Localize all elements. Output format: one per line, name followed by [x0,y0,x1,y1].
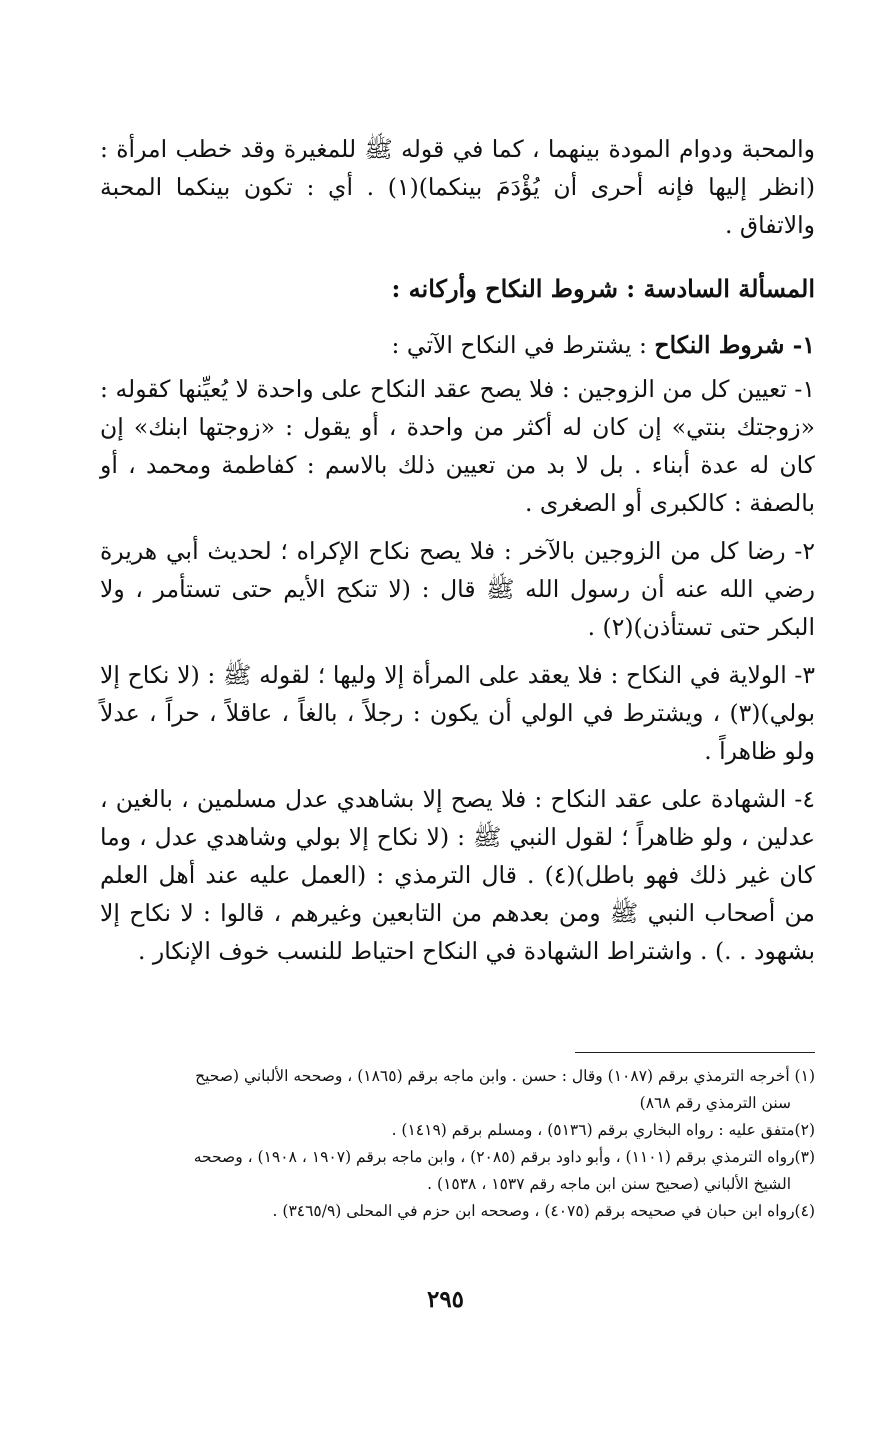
conditions-subheading-label: ١- شروط النكاح [654,331,815,359]
footnote-3-continuation: الشيخ الألباني (صحيح سنن ابن ماجه رقم ١٥٣٧ ، ١٥٣٨) . [427,1175,791,1193]
footnotes [100,1052,815,1225]
footnote-divider [575,1052,815,1053]
intro-paragraph: والمحبة ودوام المودة بينهما ، كما في قوله ﷺ للمغيرة وقد خطب امرأة : (انظر إليها فإنه أحرى أن يُؤْدَمَ بينكما)(١) . أي : تكون بينكما المحبة والاتفاق . [100,135,815,239]
page-body [100,130,815,980]
footnote-3 [100,1144,815,1198]
footnote-1 [100,1063,815,1117]
conditions-subheading-text: : يشترط في النكاح الآتي : [391,331,647,359]
condition-paragraph-4: ٤- الشهادة على عقد النكاح : فلا يصح إلا بشاهدي عدل مسلمين ، بالغين ، عدلين ، ولو ظاهراً ؛ لقول النبي ﷺ : (لا نكاح إلا بولي وشاهدي عدل ، وما كان غير ذلك فهو باطل)(٤) . قال الترمذي : (العمل عليه عند أهل العلم من أصحاب النبي ﷺ ومن بعدهم من التابعين وغيرهم ، قالوا : لا نكاح إلا بشهود . .) . واشتراط الشهادة في النكاح احتياط للنسب خوف الإنكار . [100,785,816,965]
condition-paragraph-1: ١- تعيين كل من الزوجين : فلا يصح عقد النكاح على واحدة لا يُعيِّنها كقوله : «زوجتك بنتي» إن كان له أكثر من واحدة ، أو يقول : «زوجتها ابنك» إن كان له عدة أبناء . بل لا بد من تعيين ذلك بالاسم : كفاطمة ومحمد ، أو بالصفة : كالكبرى أو الصغرى . [100,375,815,517]
conditions-subheading [100,326,815,364]
footnote-4 [100,1198,815,1225]
page-number: ٢٩٥ [426,1286,465,1313]
footnote-1-continuation: سنن الترمذي رقم ٨٦٨) [639,1094,791,1112]
footnote-2 [100,1117,815,1144]
condition-paragraph-2: ٢- رضا كل من الزوجين بالآخر : فلا يصح نكاح الإكراه ؛ لحديث أبي هريرة رضي الله عنه أن رسول الله ﷺ قال : (لا تنكح الأيم حتى تستأمر ، ولا البكر حتى تستأذن)(٢) . [100,537,815,641]
condition-paragraph-3: ٣- الولاية في النكاح : فلا يعقد على المرأة إلا وليها ؛ لقوله ﷺ : (لا نكاح إلا بولي)(٣) ، ويشترط في الولي أن يكون : رجلاً ، بالغاً ، عاقلاً ، حراً ، عدلاً ولو ظاهراً . [100,661,815,765]
section-heading: المسألة السادسة : شروط النكاح وأركانه : [391,274,815,303]
footnote-3-text: (٣)رواه الترمذي برقم (١١٠١) ، وأبو داود برقم (٢٠٨٥) ، وابن ماجه برقم (١٩٠٧ ، ١٩٠٨) ، وصححه [193,1148,815,1166]
footnote-4-text: (٤)رواه ابن حبان في صحيحه برقم (٤٠٧٥) ، وصححه ابن حزم في المحلى (٣٤٦٥/٩) . [272,1202,815,1220]
footnote-1-text: (١) أخرجه الترمذي برقم (١٠٨٧) وقال : حسن . وابن ماجه برقم (١٨٦٥) ، وصححه الألباني (صحيح [195,1067,815,1085]
footnote-2-text: (٢)متفق عليه : رواه البخاري برقم (٥١٣٦) ، ومسلم برقم (١٤١٩) . [391,1121,815,1139]
